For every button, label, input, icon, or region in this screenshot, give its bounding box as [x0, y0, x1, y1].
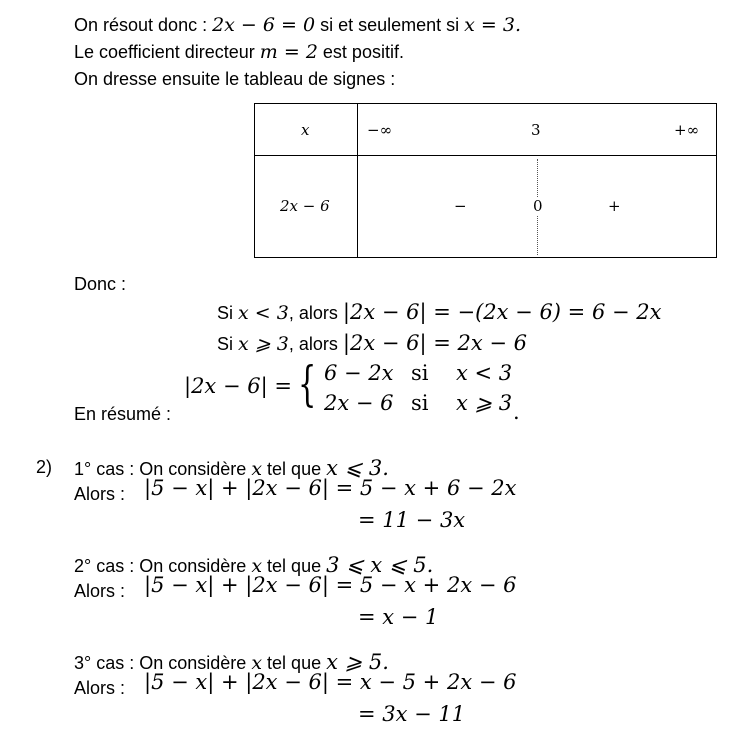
left-brace: {: [298, 356, 317, 412]
resume-case-2-expr: 2x − 6: [324, 391, 394, 415]
resume-case-2-si: si: [411, 391, 429, 415]
resume-dot: .: [513, 400, 520, 424]
minus-infinity: −∞: [367, 121, 393, 139]
donc-case-1: [217, 302, 661, 323]
equation: x = 3.: [464, 14, 522, 36]
intro-line-2: [74, 43, 404, 62]
plus-infinity: +∞: [674, 121, 700, 139]
intro-text: si et seulement si: [320, 15, 460, 35]
resume-case-1-expr: 6 − 2x: [324, 361, 394, 385]
case-3-alors: Alors :: [74, 678, 126, 698]
equation: |2x − 6| = 2x − 6: [342, 331, 528, 355]
text: , alors: [288, 334, 338, 354]
table-head-var-cell: [255, 104, 358, 156]
case-1-eq-1: |5 − x| + |2x − 6| = 5 − x + 6 − 2x: [144, 476, 517, 500]
donc-label: Donc :: [74, 274, 127, 294]
table-var-x: x: [301, 121, 310, 139]
condition: 3 ⩽ x ⩽ 5.: [326, 553, 434, 577]
equation: |2x − 6| = −(2x − 6) = 6 − 2x: [342, 300, 662, 324]
variable: x: [251, 652, 263, 674]
condition: x ⩽ 3.: [326, 456, 389, 480]
root-value: 3: [531, 121, 541, 139]
resume-case-1-cond: x < 3: [456, 361, 513, 385]
text: 2° cas : On considère: [74, 556, 247, 576]
resume-case-2-cond: x ⩾ 3: [456, 391, 513, 415]
resume-case-1-si: si: [411, 361, 429, 385]
equation: 2x − 6 = 0: [212, 14, 316, 36]
case-2-eq-1: |5 − x| + |2x − 6| = 5 − x + 2x − 6: [144, 573, 517, 597]
text: Si: [217, 303, 234, 323]
part-2-number: 2): [36, 457, 53, 477]
case-2-alors: Alors :: [74, 581, 126, 601]
text: , alors: [288, 303, 338, 323]
sign-plus: +: [608, 197, 621, 215]
intro-text: Le coefficient directeur: [74, 42, 255, 62]
text: tel que: [267, 556, 322, 576]
sign-minus: −: [454, 197, 467, 215]
resume-label: En résumé :: [74, 404, 172, 424]
intro-line-1: [74, 16, 521, 35]
intro-line-3: On dresse ensuite le tableau de signes :: [74, 69, 396, 89]
intro-text: est positif.: [322, 42, 404, 62]
text: Si: [217, 334, 234, 354]
variable: x: [251, 458, 263, 480]
condition: x ⩾ 5.: [326, 650, 389, 674]
table-head-values-cell: [358, 104, 717, 156]
donc-case-2: [217, 333, 527, 354]
intro-text: On résout donc :: [74, 15, 208, 35]
case-1-alors: Alors :: [74, 484, 126, 504]
text: 3° cas : On considère: [74, 653, 247, 673]
case-3-eq-2: = 3x − 11: [358, 702, 466, 726]
case-1-eq-2: = 11 − 3x: [358, 508, 466, 532]
table-signs-cell: [358, 156, 717, 258]
text: tel que: [267, 653, 322, 673]
text: 1° cas : On considère: [74, 459, 247, 479]
text: tel que: [267, 459, 322, 479]
condition: x < 3: [238, 302, 289, 324]
resume-lhs: |2x − 6| =: [184, 374, 292, 398]
case-2-eq-2: = x − 1: [358, 605, 439, 629]
table-row-label-cell: [255, 156, 358, 258]
sign-zero: 0: [533, 197, 543, 215]
sign-table: [254, 103, 717, 258]
condition: x ⩾ 3: [238, 333, 289, 355]
row-label: 2x − 6: [280, 197, 330, 215]
equation: m = 2: [259, 41, 318, 63]
variable: x: [251, 555, 263, 577]
case-3-eq-1: |5 − x| + |2x − 6| = x − 5 + 2x − 6: [144, 670, 517, 694]
